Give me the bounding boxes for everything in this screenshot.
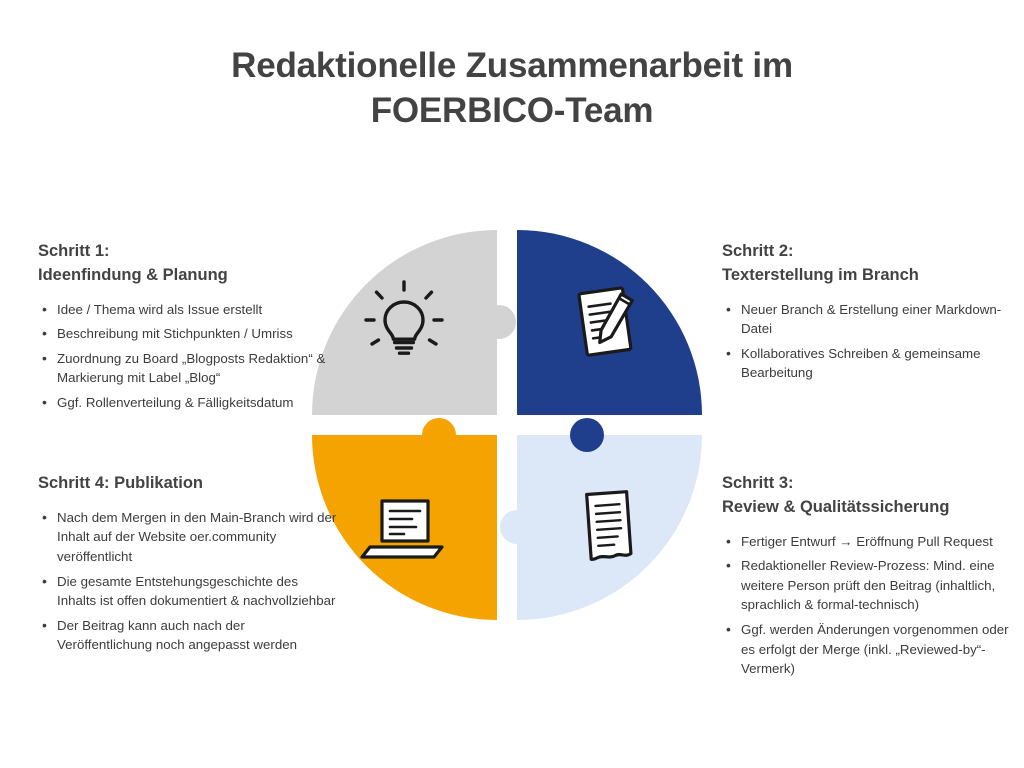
list-item: • Die gesamte Entstehungsgeschichte des Inhalts ist offen dokumentiert & nachvollziehbar (55, 572, 338, 611)
laptop-icon (354, 477, 454, 577)
document-checklist-icon (559, 477, 659, 577)
step-4-heading-line-1: Schritt 4: Publikation (38, 474, 204, 492)
step-3-block (722, 472, 1022, 684)
step-4-block (38, 472, 338, 660)
step-1-heading-line-1: Schritt 1: (38, 242, 110, 260)
page-title (0, 44, 1024, 134)
puzzle-diagram (312, 230, 702, 620)
puzzle-knob-step-4 (422, 418, 456, 452)
step-1-heading (38, 240, 338, 288)
step-2-heading-line-1: Schritt 2: (722, 242, 794, 260)
step-1-list (38, 300, 338, 413)
step-2-heading-line-2: Texterstellung im Branch (722, 265, 919, 284)
puzzle-knob-step-1 (482, 305, 516, 339)
lightbulb-icon (354, 272, 454, 372)
step-3-heading-line-1: Schritt 3: (722, 474, 794, 492)
step-3-heading-line-2: Review & Qualitätssicherung (722, 497, 950, 516)
list-item: • Neuer Branch & Erstellung einer Markdown-Datei (739, 300, 1022, 339)
list-item: • Redaktioneller Review-Prozess: Mind. eine weitere Person prüft den Beitrag (inhaltlich, sprachlich & formal-technisch) (739, 556, 1022, 615)
page-title-line-1: Redaktionelle Zusammenarbeit im (231, 46, 793, 85)
step-4-list (38, 508, 338, 655)
step-3-list (722, 532, 1022, 679)
list-item: • Ggf. werden Änderungen vorgenommen oder es erfolgt der Merge (inkl. „Reviewed-by“-Vermerk) (739, 620, 1022, 679)
list-item: • Fertiger Entwurf → Eröffnung Pull Request (739, 532, 1022, 552)
step-2-heading (722, 240, 1022, 288)
list-item: • Zuordnung zu Board „Blogposts Redaktion“ & Markierung mit Label „Blog“ (55, 349, 338, 388)
list-item: • Idee / Thema wird als Issue erstellt (55, 300, 338, 320)
list-item: • Beschreibung mit Stichpunkten / Umriss (55, 324, 338, 344)
step-3-heading (722, 472, 1022, 520)
step-1-block (38, 240, 338, 418)
notepad-pencil-icon (559, 272, 659, 372)
step-2-block (722, 240, 1022, 388)
puzzle-gap-horizontal (312, 415, 702, 435)
list-item: • Nach dem Mergen in den Main-Branch wird der Inhalt auf der Website oer.community veröffentlicht (55, 508, 338, 567)
list-item: • Ggf. Rollenverteilung & Fälligkeitsdatum (55, 393, 338, 413)
step-4-heading (38, 472, 338, 496)
list-item: • Der Beitrag kann auch nach der Veröffentlichung noch angepasst werden (55, 616, 338, 655)
page-title-line-2: FOERBICO-Team (370, 90, 654, 130)
puzzle-knob-step-2 (570, 418, 604, 452)
step-2-list (722, 300, 1022, 383)
step-1-heading-line-2: Ideenfindung & Planung (38, 265, 228, 284)
list-item: • Kollaboratives Schreiben & gemeinsame Bearbeitung (739, 344, 1022, 383)
puzzle-knob-step-3 (500, 510, 534, 544)
